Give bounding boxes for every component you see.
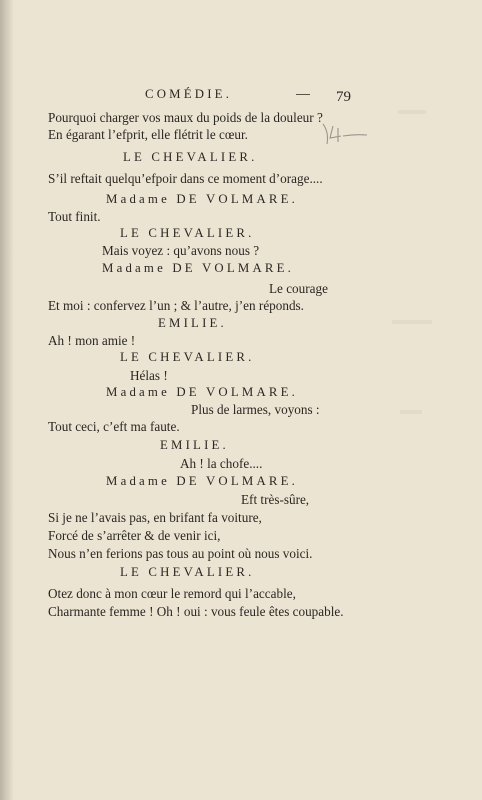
verse-line: Eft très-sûre, [241,492,310,507]
verse-line: Si je ne l’avais pas, en brifant fa voiture, [48,510,262,525]
speaker-heading: EMILIE. [158,316,227,330]
speaker-heading: LE CHEVALIER. [123,150,258,164]
verse-line: Et moi : confervez l’un ; & l’autre, j’en réponds. [48,298,304,313]
verse-line: Charmante femme ! Oh ! oui : vous feule êtes coupable. [48,604,344,619]
speaker-heading: Madame DE VOLMARE. [106,474,299,488]
verse-line: Tout finit. [48,209,101,224]
show-through-mark [392,320,432,324]
verse-line: En égarant l’efprit, elle flétrit le cœur. [48,127,248,142]
speaker-heading: EMILIE. [160,438,229,452]
verse-line: Pourquoi charger vos maux du poids de la douleur ? [48,110,323,125]
pencil-annotation [319,120,371,150]
header-rule [296,94,310,95]
verse-line: Nous n’en ferions pas tous au point où nous voici. [48,546,313,561]
show-through-mark [400,410,422,414]
speaker-heading: LE CHEVALIER. [120,350,255,364]
verse-line: Ah ! mon amie ! [48,333,136,348]
verse-line: S’il reftait quelqu’efpoir dans ce moment d’orage.... [48,171,323,186]
verse-line: Mais voyez : qu’avons nous ? [102,243,260,258]
page-binding-edge [0,0,14,800]
speaker-heading: LE CHEVALIER. [120,226,255,240]
verse-line: Plus de larmes, voyons : [191,402,320,417]
speaker-heading: LE CHEVALIER. [120,565,255,579]
show-through-mark [398,110,426,114]
verse-line: Ah ! la chofe.... [180,456,263,471]
page-number: 79 [336,89,351,105]
speaker-heading: Madame DE VOLMARE. [106,192,299,206]
verse-line: Le courage [269,281,328,296]
verse-line: Otez donc à mon cœur le remord qui l’accable, [48,586,296,601]
speaker-heading: Madame DE VOLMARE. [102,261,295,275]
verse-line: Tout ceci, c’eft ma faute. [48,419,180,434]
speaker-heading: Madame DE VOLMARE. [106,385,299,399]
verse-line: Forcé de s’arrêter & de venir ici, [48,528,221,543]
verse-line: Hélas ! [130,368,168,383]
running-title: COMÉDIE. [145,87,233,101]
